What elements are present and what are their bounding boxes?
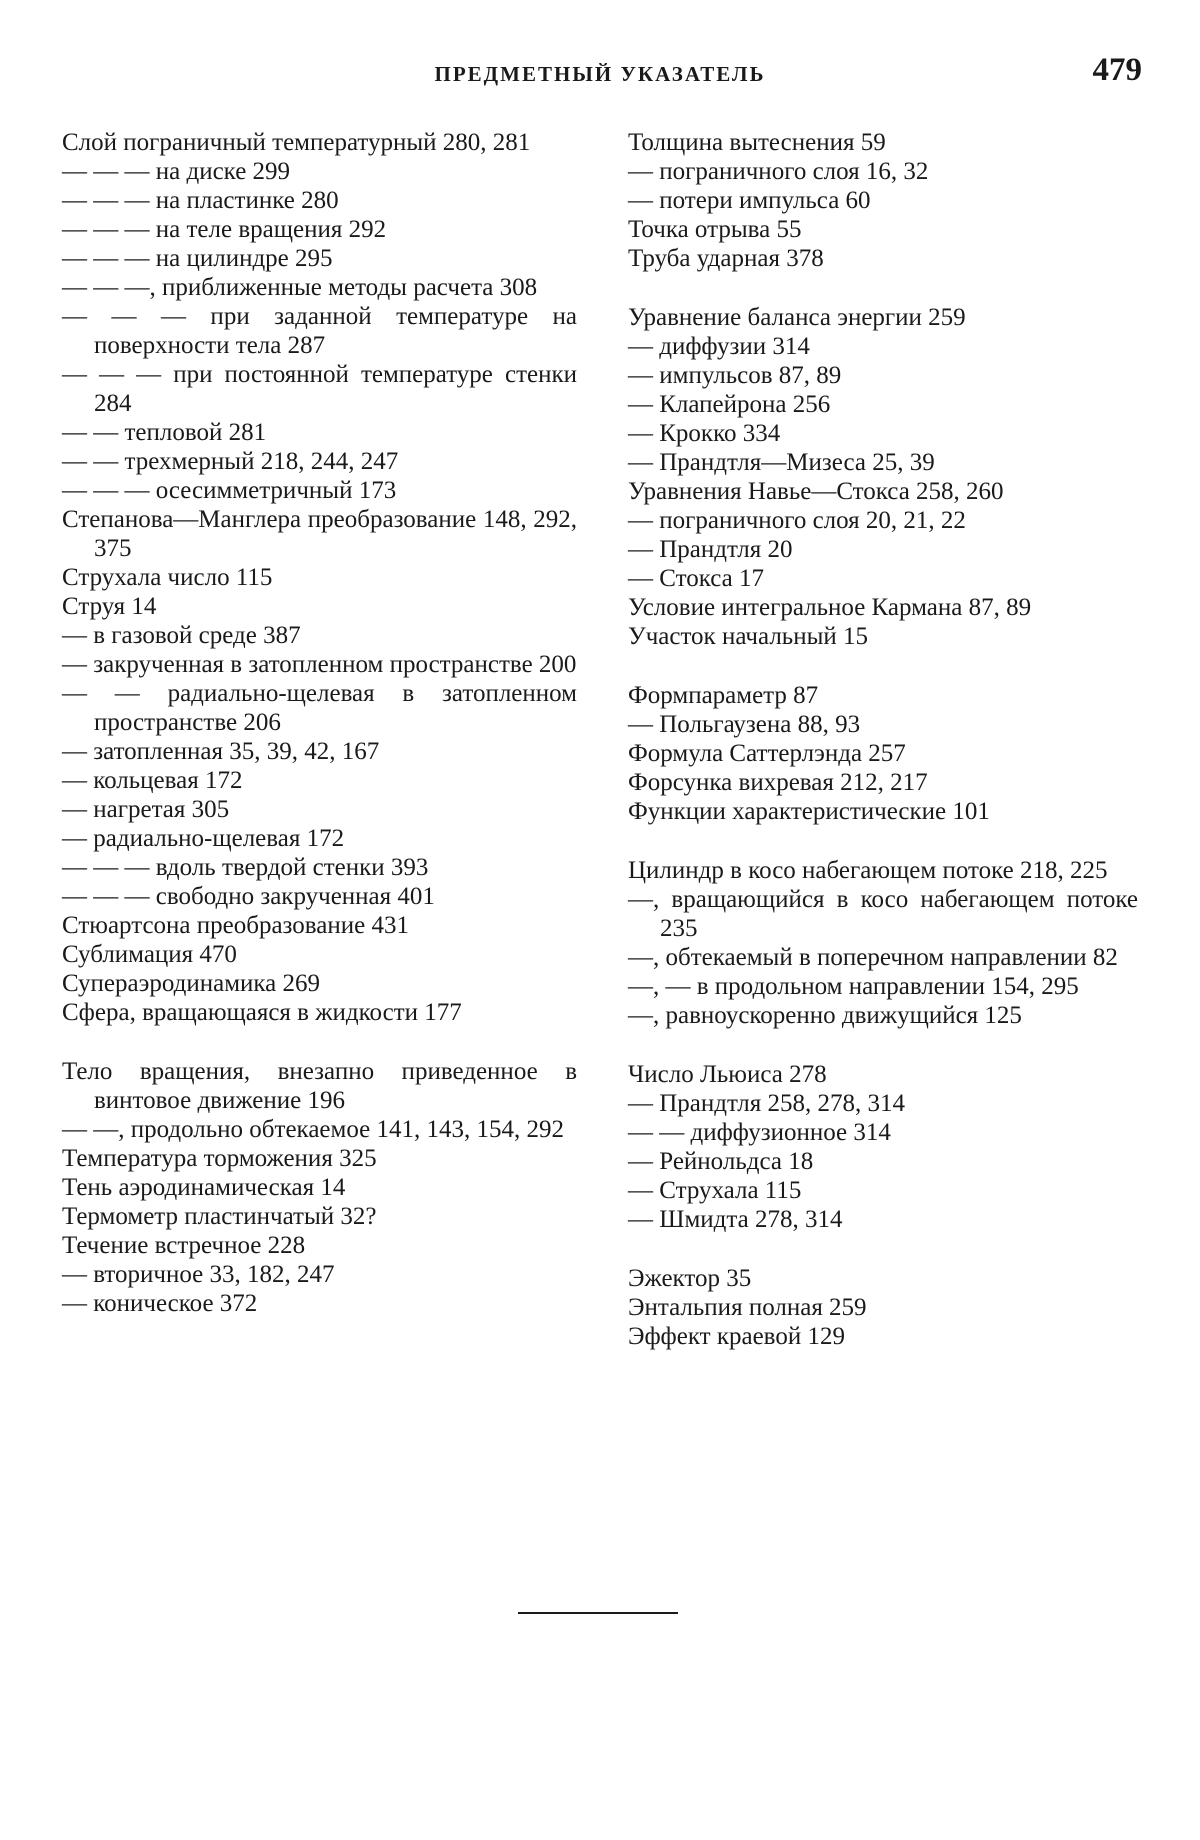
index-entry: — — — на цилиндре 295: [62, 245, 333, 272]
index-entry: — диффузии 314: [628, 333, 810, 360]
index-entry: Толщина вытеснения 59: [628, 129, 886, 156]
index-entry: — — — свободно закрученная 401: [62, 883, 435, 910]
index-entry: — —, продольно обтекаемое 141, 143, 154, 292: [62, 1116, 564, 1143]
index-entry: — Прандтля—Мизеса 25, 39: [628, 449, 935, 476]
index-entry: — Прандтля 20: [628, 536, 793, 563]
index-entry: — — — осесимметричный 173: [62, 477, 397, 504]
index-entry: Условие интегральное Кармана 87, 89: [628, 594, 1032, 621]
index-entry: Уравнения Навье—Стокса 258, 260: [628, 478, 1004, 505]
index-entry: — потери импульса 60: [628, 187, 871, 214]
running-title: ПРЕДМЕТНЫЙ УКАЗАТЕЛЬ: [434, 62, 766, 86]
section-gap: [628, 273, 1138, 303]
index-entry: —, обтекаемый в поперечном направлении 82: [628, 944, 1118, 971]
index-entry: — Рейнольдса 18: [628, 1148, 814, 1175]
index-entry: — — —, приближенные методы расчета 308: [62, 274, 538, 301]
end-rule: [518, 1612, 678, 1614]
index-entry: Тень аэродинамическая 14: [62, 1174, 346, 1201]
index-entry: Число Льюиса 278: [628, 1061, 827, 1088]
index-entry: — — — при постоянной температуре стенки 284: [62, 361, 577, 417]
index-entry: — Стокса 17: [628, 565, 764, 592]
index-entry: Слой пограничный температурный 280, 281: [62, 129, 531, 156]
index-entry: Течение встречное 228: [62, 1232, 306, 1259]
index-entry: — радиально-щелевая 172: [62, 825, 345, 852]
index-entry: Труба ударная 378: [628, 245, 824, 272]
index-entry: — — трехмерный 218, 244, 247: [62, 448, 399, 475]
index-column-left: [62, 128, 577, 1318]
page-header: [0, 52, 1200, 102]
index-entry: — — — при заданной температуре на поверхности тела 287: [62, 303, 577, 359]
index-entry: Эжектор 35: [628, 1265, 752, 1292]
index-entry: — импульсов 87, 89: [628, 362, 842, 389]
index-entry: — Польгаузена 88, 93: [628, 711, 861, 738]
index-entry: Форсунка вихревая 212, 217: [628, 769, 928, 796]
index-entry: — вторичное 33, 182, 247: [62, 1261, 335, 1288]
index-entry: Участок начальный 15: [628, 623, 869, 650]
index-entry: Сублимация 470: [62, 941, 237, 968]
section-gap: [62, 1027, 577, 1057]
section-gap: [628, 651, 1138, 681]
index-entry: Функции характеристические 101: [628, 798, 990, 825]
index-entry: Струхала число 115: [62, 564, 273, 591]
index-column-right: [628, 128, 1138, 1351]
index-entry: —, — в продольном направлении 154, 295: [628, 973, 1079, 1000]
index-entry: — — диффузионное 314: [628, 1119, 891, 1146]
index-entry: — Струхала 115: [628, 1177, 802, 1204]
index-entry: — — — на диске 299: [62, 158, 291, 185]
index-entry: — Крокко 334: [628, 420, 781, 447]
index-entry: Формула Саттерлэнда 257: [628, 740, 906, 767]
index-entry: — нагретая 305: [62, 796, 230, 823]
index-entry: Цилиндр в косо набегающем потоке 218, 225: [628, 857, 1108, 884]
index-entry: — коническое 372: [62, 1290, 258, 1317]
index-entry: — Клапейрона 256: [628, 391, 831, 418]
index-entry: — затопленная 35, 39, 42, 167: [62, 738, 380, 765]
index-entry: — — — на теле вращения 292: [62, 216, 387, 243]
index-entry: — кольцевая 172: [62, 767, 243, 794]
index-entry: Струя 14: [62, 593, 157, 620]
index-entry: Супераэродинамика 269: [62, 970, 321, 997]
index-entry: — закрученная в затопленном пространстве 200: [62, 651, 577, 678]
index-entry: — Прандтля 258, 278, 314: [628, 1090, 906, 1117]
index-entry: Точка отрыва 55: [628, 216, 802, 243]
index-entry: — — тепловой 281: [62, 419, 267, 446]
index-entry: — — — вдоль твердой стенки 393: [62, 854, 429, 881]
page-number: 479: [1092, 52, 1142, 88]
index-entry: Тело вращения, внезапно приведенное в винтовое движение 196: [62, 1058, 577, 1114]
index-entry: —, вращающийся в косо набегающем потоке 235: [628, 886, 1138, 942]
index-entry: Температура торможения 325: [62, 1145, 377, 1172]
index-entry: Степанова—Манглера преобразование 148, 292, 375: [62, 506, 577, 562]
index-entry: Формпараметр 87: [628, 682, 819, 709]
index-entry: — пограничного слоя 20, 21, 22: [628, 507, 966, 534]
index-entry: — в газовой среде 387: [62, 622, 301, 649]
index-entry: Уравнение баланса энергии 259: [628, 304, 966, 331]
index-entry: — — радиально-щелевая в затопленном пространстве 206: [62, 680, 577, 736]
section-gap: [628, 1234, 1138, 1264]
index-entry: Сфера, вращающаяся в жидкости 177: [62, 999, 462, 1026]
index-entry: Энтальпия полная 259: [628, 1294, 867, 1321]
index-entry: Термометр пластинчатый 32?: [62, 1203, 377, 1230]
index-entry: Стюартсона преобразование 431: [62, 912, 409, 939]
index-entry: —, равноускоренно движущийся 125: [628, 1002, 1022, 1029]
section-gap: [628, 1030, 1138, 1060]
index-entry: — — — на пластинке 280: [62, 187, 339, 214]
index-entry: — пограничного слоя 16, 32: [628, 158, 929, 185]
index-entry: Эффект краевой 129: [628, 1323, 845, 1350]
index-entry: — Шмидта 278, 314: [628, 1206, 843, 1233]
section-gap: [628, 826, 1138, 856]
